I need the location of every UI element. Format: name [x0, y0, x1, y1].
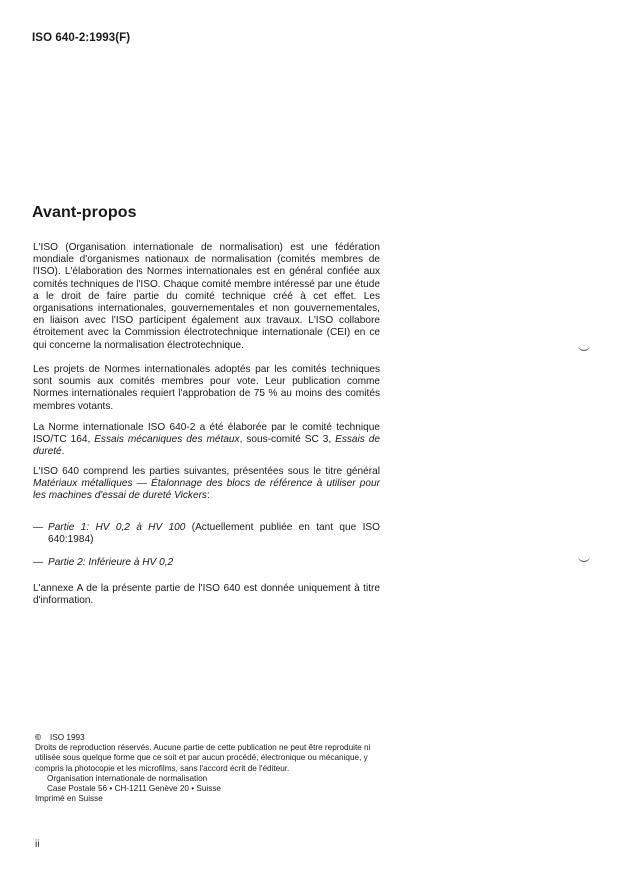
copyright-line: ISO 1993 — [50, 733, 85, 742]
list-item — [33, 557, 380, 569]
list-item-content — [48, 522, 380, 546]
committee-text-middle: , sous-comité SC 3, — [239, 434, 336, 446]
part-title: Partie 2: Inférieure à HV 0,2 — [48, 557, 174, 568]
section-title: Avant-propos — [32, 204, 137, 221]
document-id: ISO 640-2:1993(F) — [32, 32, 131, 44]
committee-name: Essais mécaniques des métaux — [94, 434, 240, 446]
foreword-paragraph-annex: L'annexe A de la présente partie de l'ISO 640 est donnée uniquement à titre d'information. — [33, 583, 380, 607]
list-item — [33, 522, 380, 546]
copyright-rights: Droits de reproduction réservés. Aucune partie de cette publication ne peut être reproduite ni utilisée sous quelque forme que ce soit et par aucun procédé, électronique ou mécanique, y compris la photocopie et les microfilms, sans l'accord écrit de l'éditeur. — [35, 743, 371, 773]
committee-text-start: La Norme internationale ISO 640-2 a été élaborée par le comité technique ISO/TC 164, — [33, 422, 380, 446]
printed-in: Imprimé en Suisse — [35, 794, 103, 804]
list-item-content — [48, 557, 380, 569]
foreword-paragraph-voting: Les projets de Normes internationales adoptés par les comités techniques sont soumis aux comités membres pour vote. Leur publication comme Normes internationales requiert l'approbation de 75 % au moins des comités membres votants. — [33, 364, 380, 412]
copyright-block — [35, 733, 395, 804]
publisher-name: Organisation internationale de normalisation — [47, 773, 208, 783]
list-dash: — — [33, 557, 44, 568]
subcommittee-name: Essais de dureté — [33, 434, 381, 458]
page-number: ii — [35, 839, 40, 850]
foreword-paragraph-iso: L'ISO (Organisation internationale de normalisation) est une fédération mondiale d'organismes nationaux de normalisation (comités membres de l'ISO). L'élaboration des Normes internationales est en général confiée aux comités techniques de l'ISO. Chaque comité membre intéressé par une étude a le droit de faire partie du comité technique créé à cet effet. Les organisations internationales, gouvernementales et non gouvernementales, en liaison avec l'ISO participent également aux travaux. L'ISO collabore étroitement avec la Commission électrotechnique internationale (CEI) en ce qui concerne la normalisation électrotechnique. — [33, 242, 380, 351]
copyright-symbol: © — [35, 733, 42, 742]
list-dash: — — [33, 522, 44, 533]
parts-intro: L'ISO 640 comprend les parties suivantes, présentées sous le titre général — [33, 466, 380, 477]
foreword-paragraph-parts — [33, 466, 380, 503]
part-title: Partie 1: HV 0,2 à HV 100 — [48, 522, 186, 533]
committee-text-end: . — [61, 446, 65, 458]
publisher-address: Case Postale 56 • CH-1211 Genève 20 • Suisse — [47, 784, 221, 794]
parts-intro-end: : — [206, 490, 210, 502]
part-note: (Actuellement publiée en tant que ISO 640:1984) — [48, 522, 380, 546]
margin-change-mark — [578, 555, 590, 562]
margin-change-mark — [578, 344, 590, 351]
general-title: Matériaux métalliques — Étalonnage des blocs de référence à utiliser pour les machines d'essai de dureté Vickers — [33, 478, 380, 502]
foreword-paragraph-committee — [33, 422, 380, 459]
